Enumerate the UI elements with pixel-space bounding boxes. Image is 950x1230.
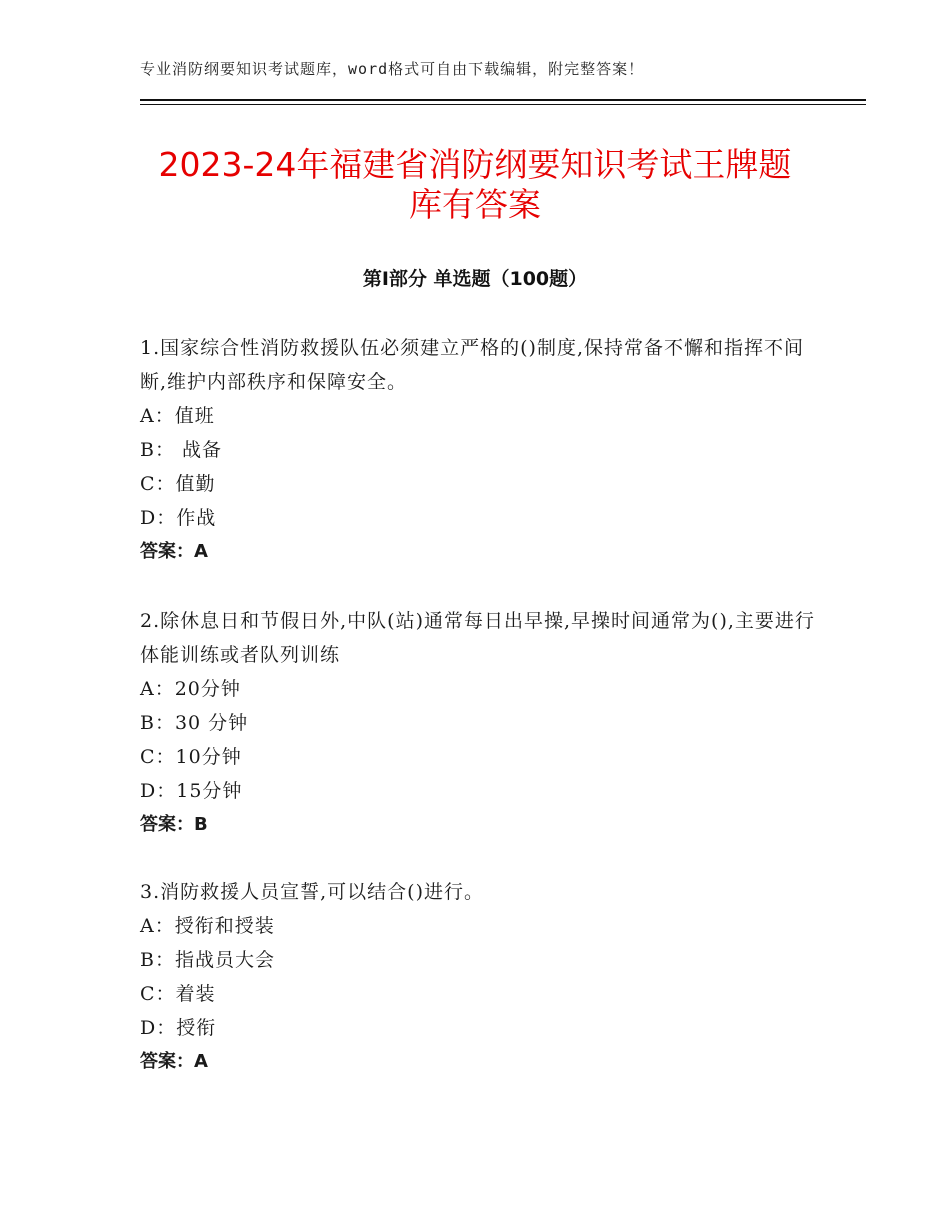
question-3 [140,875,820,1079]
option-b: B：指战员大会 [140,949,275,971]
header-note: 专业消防纲要知识考试题库，word格式可自由下载编辑，附完整答案！ [140,60,645,78]
section-heading: 第Ⅰ部分 单选题（100题） [362,268,588,290]
option-a: A：值班 [140,405,215,427]
answer-line: 答案：A [140,541,208,562]
option-b: B： 战备 [140,439,223,461]
question-text: 1.国家综合性消防救援队伍必须建立严格的()制度,保持常备不懈和指挥不间断,维护内部秩序和保障安全。 [140,337,804,393]
question-2 [140,604,820,842]
option-c: C：10分钟 [140,746,242,768]
option-c: C：值勤 [140,473,216,495]
title-line-1: 2023-24年福建省消防纲要知识考试王牌题 [158,145,792,184]
question-text: 2.除休息日和节假日外,中队(站)通常每日出早操,早操时间通常为(),主要进行体能训练或者队列训练 [140,610,815,666]
document-title [100,145,850,225]
answer-line: 答案：A [140,1051,208,1072]
answer-line: 答案：B [140,814,208,835]
option-c: C：着装 [140,983,216,1005]
option-d: D：作战 [140,507,217,529]
question-text: 3.消防救援人员宣誓,可以结合()进行。 [140,881,484,903]
option-a: A：20分钟 [140,678,241,700]
option-d: D：15分钟 [140,780,243,802]
header-rule-thick [140,99,866,101]
question-1 [140,331,820,569]
header-rule-thin [140,104,866,105]
option-a: A：授衔和授装 [140,915,275,937]
option-d: D：授衔 [140,1017,217,1039]
option-b: B：30 分钟 [140,712,249,734]
title-line-2: 库有答案 [409,185,541,224]
